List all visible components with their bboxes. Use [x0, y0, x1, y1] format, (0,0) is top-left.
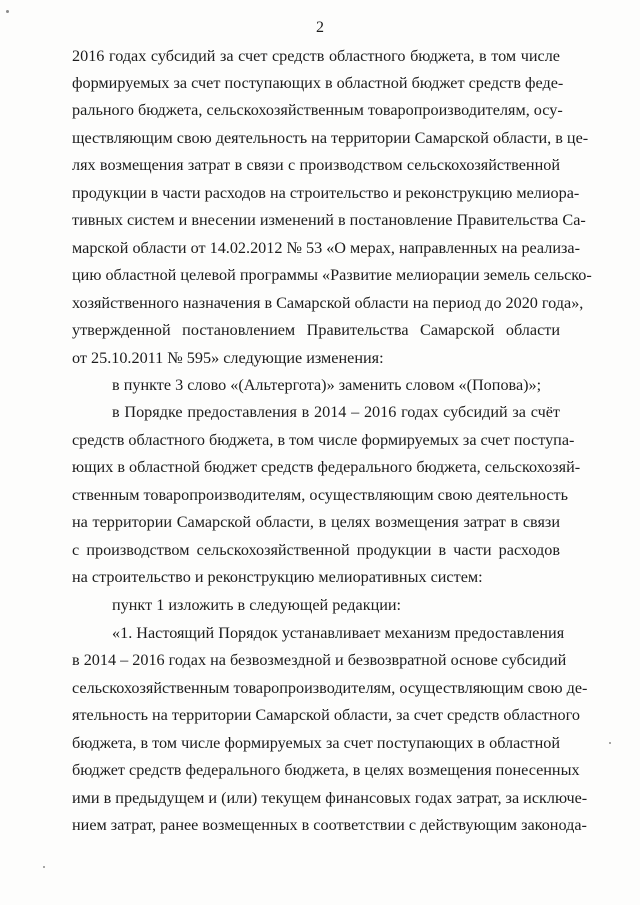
text-line: марской области от 14.02.2012 № 53 «О мерах, направленных на реализа- [72, 239, 580, 257]
text-line: бюджет средств федерального бюджета, в целях возмещения понесенных [72, 761, 580, 779]
scan-speck [609, 742, 611, 744]
text-line: 2016 годах субсидий за счет средств областного бюджета, в том числе [72, 47, 560, 65]
paragraph-first-line: пункт 1 изложить в следующей редакции: [112, 596, 402, 614]
text-line: сельскохозяйственным товаропроизводителям, осуществляющим свою де- [72, 679, 588, 697]
text-line: продукции в части расходов на строительство и реконструкцию мелиора- [72, 184, 580, 202]
text-line: на строительство и реконструкцию мелиоративных систем: [72, 568, 483, 586]
paragraph-first-line: в Порядке предоставления в 2014 – 2016 годах субсидий за счёт [112, 403, 560, 421]
text-line: цию областной целевой программы «Развитие мелиорации земель сельско- [72, 266, 592, 284]
text-line: формируемых за счет поступающих в областной бюджет средств феде- [72, 74, 564, 92]
text-line: в 2014 – 2016 годах на безвозмездной и безвозвратной основе субсидий [72, 651, 567, 669]
text-line: на территории Самарской области, в целях возмещения затрат в связи [72, 513, 560, 531]
text-line: от 25.10.2011 № 595» следующие изменения: [72, 349, 384, 367]
text-line: ющих в областной бюджет средств федерального бюджета, сельскохозяй- [72, 458, 581, 476]
text-line: тивных систем и внесении изменений в постановление Правительства Са- [72, 211, 586, 229]
text-line: нием затрат, ранее возмещенных в соответствии с действующим законода- [72, 816, 587, 834]
text-line: бюджета, в том числе формируемых за счет поступающих в областной [72, 734, 560, 752]
scan-speck [6, 10, 9, 13]
paragraph-first-line: в пункте 3 слово «(Альтергота)» заменить словом «(Попова)»; [112, 376, 542, 394]
text-line: ими в предыдущем и (или) текущем финансовых годах затрат, за исключе- [72, 789, 588, 807]
text-line: с производством сельскохозяйственной продукции в части расходов [72, 541, 560, 559]
text-line: ятельность на территории Самарской области, за счет средств областного [72, 706, 580, 724]
text-line: лях возмещения затрат в связи с производством сельскохозяйственной [72, 156, 560, 174]
text-line: ственным товаропроизводителям, осуществляющим свою деятельность [72, 486, 569, 504]
text-line: хозяйственного назначения в Самарской области на период до 2020 года», [72, 294, 584, 312]
text-line: средств областного бюджета, в том числе формируемых за счет поступа- [72, 431, 575, 449]
text-line: рального бюджета, сельскохозяйственным товаропроизводителям, осу- [72, 101, 563, 119]
page-number: 2 [316, 19, 324, 36]
scan-speck [43, 866, 45, 868]
paragraph-first-line: «1. Настоящий Порядок устанавливает механизм предоставления [112, 624, 565, 642]
text-line: утвержденной постановлением Правительства Самарской области [72, 321, 560, 339]
text-line: ществляющим свою деятельность на территории Самарской области, в це- [72, 129, 589, 147]
